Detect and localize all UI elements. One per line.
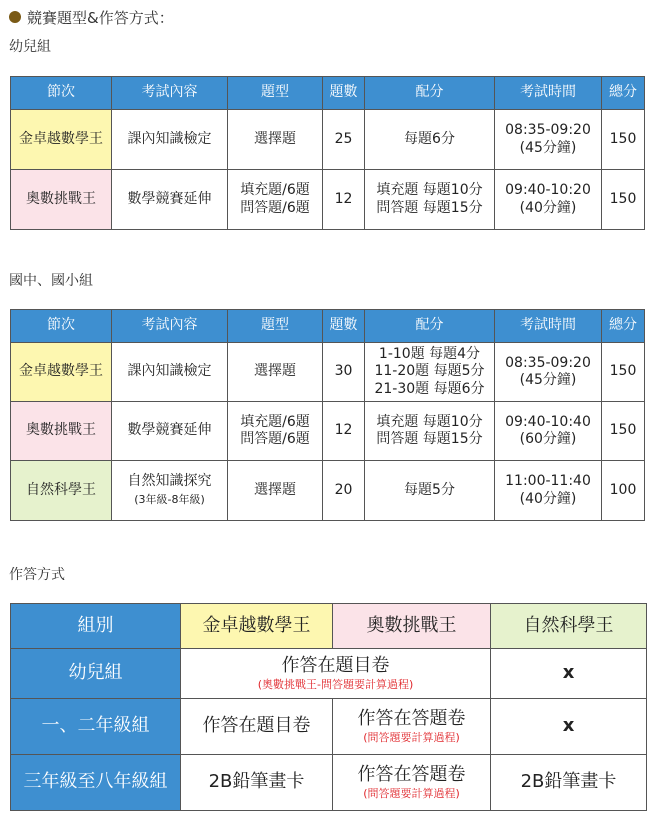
time-cell: 09:40-10:20 (40分鐘) <box>495 170 602 230</box>
sci-cell: 2B鉛筆畫卡 <box>491 755 647 811</box>
kinder-header-row <box>11 77 645 110</box>
type-cell: 填充題/6題 問答題/6題 <box>228 402 323 461</box>
count-cell: 20 <box>323 461 365 521</box>
method-label: 作答方式 <box>9 567 65 583</box>
score-cell: 每題6分 <box>365 110 495 170</box>
merged-cell: 作答在題目卷 (奧數挑戰王-問答題要計算過程) <box>181 649 491 699</box>
content-cell: 數學競賽延伸 <box>112 170 228 230</box>
col-header: 節次 <box>11 77 112 110</box>
row-label: 幼兒組 <box>11 649 181 699</box>
olymp-cell: 作答在答題卷 (問答題要計算過程) <box>333 755 491 811</box>
time-cell: 08:35-09:20 (45分鐘) <box>495 343 602 402</box>
content-cell: 課內知識檢定 <box>112 110 228 170</box>
olymp-cell: 作答在答題卷 (問答題要計算過程) <box>333 699 491 755</box>
score-cell: 填充題 每題10分 問答題 每題15分 <box>365 402 495 461</box>
type-cell: 選擇題 <box>228 110 323 170</box>
session-cell: 金卓越數學王 <box>11 343 112 402</box>
col-header: 節次 <box>11 310 112 343</box>
time-cell: 11:00-11:40 (40分鐘) <box>495 461 602 521</box>
col-header: 題型 <box>228 77 323 110</box>
col-header: 總分 <box>602 77 645 110</box>
col-header-group: 組別 <box>11 604 181 649</box>
count-cell: 30 <box>323 343 365 402</box>
col-header: 考試時間 <box>495 310 602 343</box>
score-cell: 每題5分 <box>365 461 495 521</box>
elem-label: 國中、國小組 <box>9 273 93 289</box>
type-cell: 選擇題 <box>228 461 323 521</box>
score-cell: 1-10題 每題4分 11-20題 每題5分 21-30題 每題6分 <box>365 343 495 402</box>
table-row <box>11 461 645 521</box>
col-header: 考試內容 <box>112 310 228 343</box>
col-header: 總分 <box>602 310 645 343</box>
score-cell: 填充題 每題10分 問答題 每題15分 <box>365 170 495 230</box>
kinder-label: 幼兒組 <box>9 39 51 55</box>
content-cell: 自然知識探究 (3年級-8年級) <box>112 461 228 521</box>
total-cell: 100 <box>602 461 645 521</box>
col-header: 配分 <box>365 310 495 343</box>
table-row <box>11 402 645 461</box>
kinder-table <box>10 76 645 230</box>
elem-header-row <box>11 310 645 343</box>
table-row <box>11 699 647 755</box>
section-heading: 競賽題型&作答方式： <box>9 7 174 28</box>
math-cell: 2B鉛筆畫卡 <box>181 755 333 811</box>
total-cell: 150 <box>602 110 645 170</box>
col-header-olymp: 奧數挑戰王 <box>333 604 491 649</box>
col-header: 題型 <box>228 310 323 343</box>
elem-table <box>10 309 645 521</box>
count-cell: 12 <box>323 170 365 230</box>
session-cell: 金卓越數學王 <box>11 110 112 170</box>
row-label: 三年級至八年級組 <box>11 755 181 811</box>
method-table <box>10 603 647 811</box>
session-cell: 奧數挑戰王 <box>11 170 112 230</box>
col-header: 題數 <box>323 310 365 343</box>
count-cell: 25 <box>323 110 365 170</box>
time-cell: 08:35-09:20 (45分鐘) <box>495 110 602 170</box>
math-cell: 作答在題目卷 <box>181 699 333 755</box>
content-cell: 數學競賽延伸 <box>112 402 228 461</box>
col-header: 考試時間 <box>495 77 602 110</box>
session-cell: 奧數挑戰王 <box>11 402 112 461</box>
sci-cell: x <box>491 699 647 755</box>
bullet-dot-icon <box>9 11 21 23</box>
type-cell: 選擇題 <box>228 343 323 402</box>
col-header-math: 金卓越數學王 <box>181 604 333 649</box>
total-cell: 150 <box>602 402 645 461</box>
sci-cell: x <box>491 649 647 699</box>
row-label: 一、二年級組 <box>11 699 181 755</box>
table-row <box>11 110 645 170</box>
table-row <box>11 649 647 699</box>
col-header: 配分 <box>365 77 495 110</box>
total-cell: 150 <box>602 170 645 230</box>
time-cell: 09:40-10:40 (60分鐘) <box>495 402 602 461</box>
method-header-row <box>11 604 647 649</box>
col-header-sci: 自然科學王 <box>491 604 647 649</box>
table-row <box>11 343 645 402</box>
session-cell: 自然科學王 <box>11 461 112 521</box>
table-row <box>11 755 647 811</box>
total-cell: 150 <box>602 343 645 402</box>
col-header: 題數 <box>323 77 365 110</box>
count-cell: 12 <box>323 402 365 461</box>
type-cell: 填充題/6題 問答題/6題 <box>228 170 323 230</box>
col-header: 考試內容 <box>112 77 228 110</box>
content-cell: 課內知識檢定 <box>112 343 228 402</box>
table-row <box>11 170 645 230</box>
